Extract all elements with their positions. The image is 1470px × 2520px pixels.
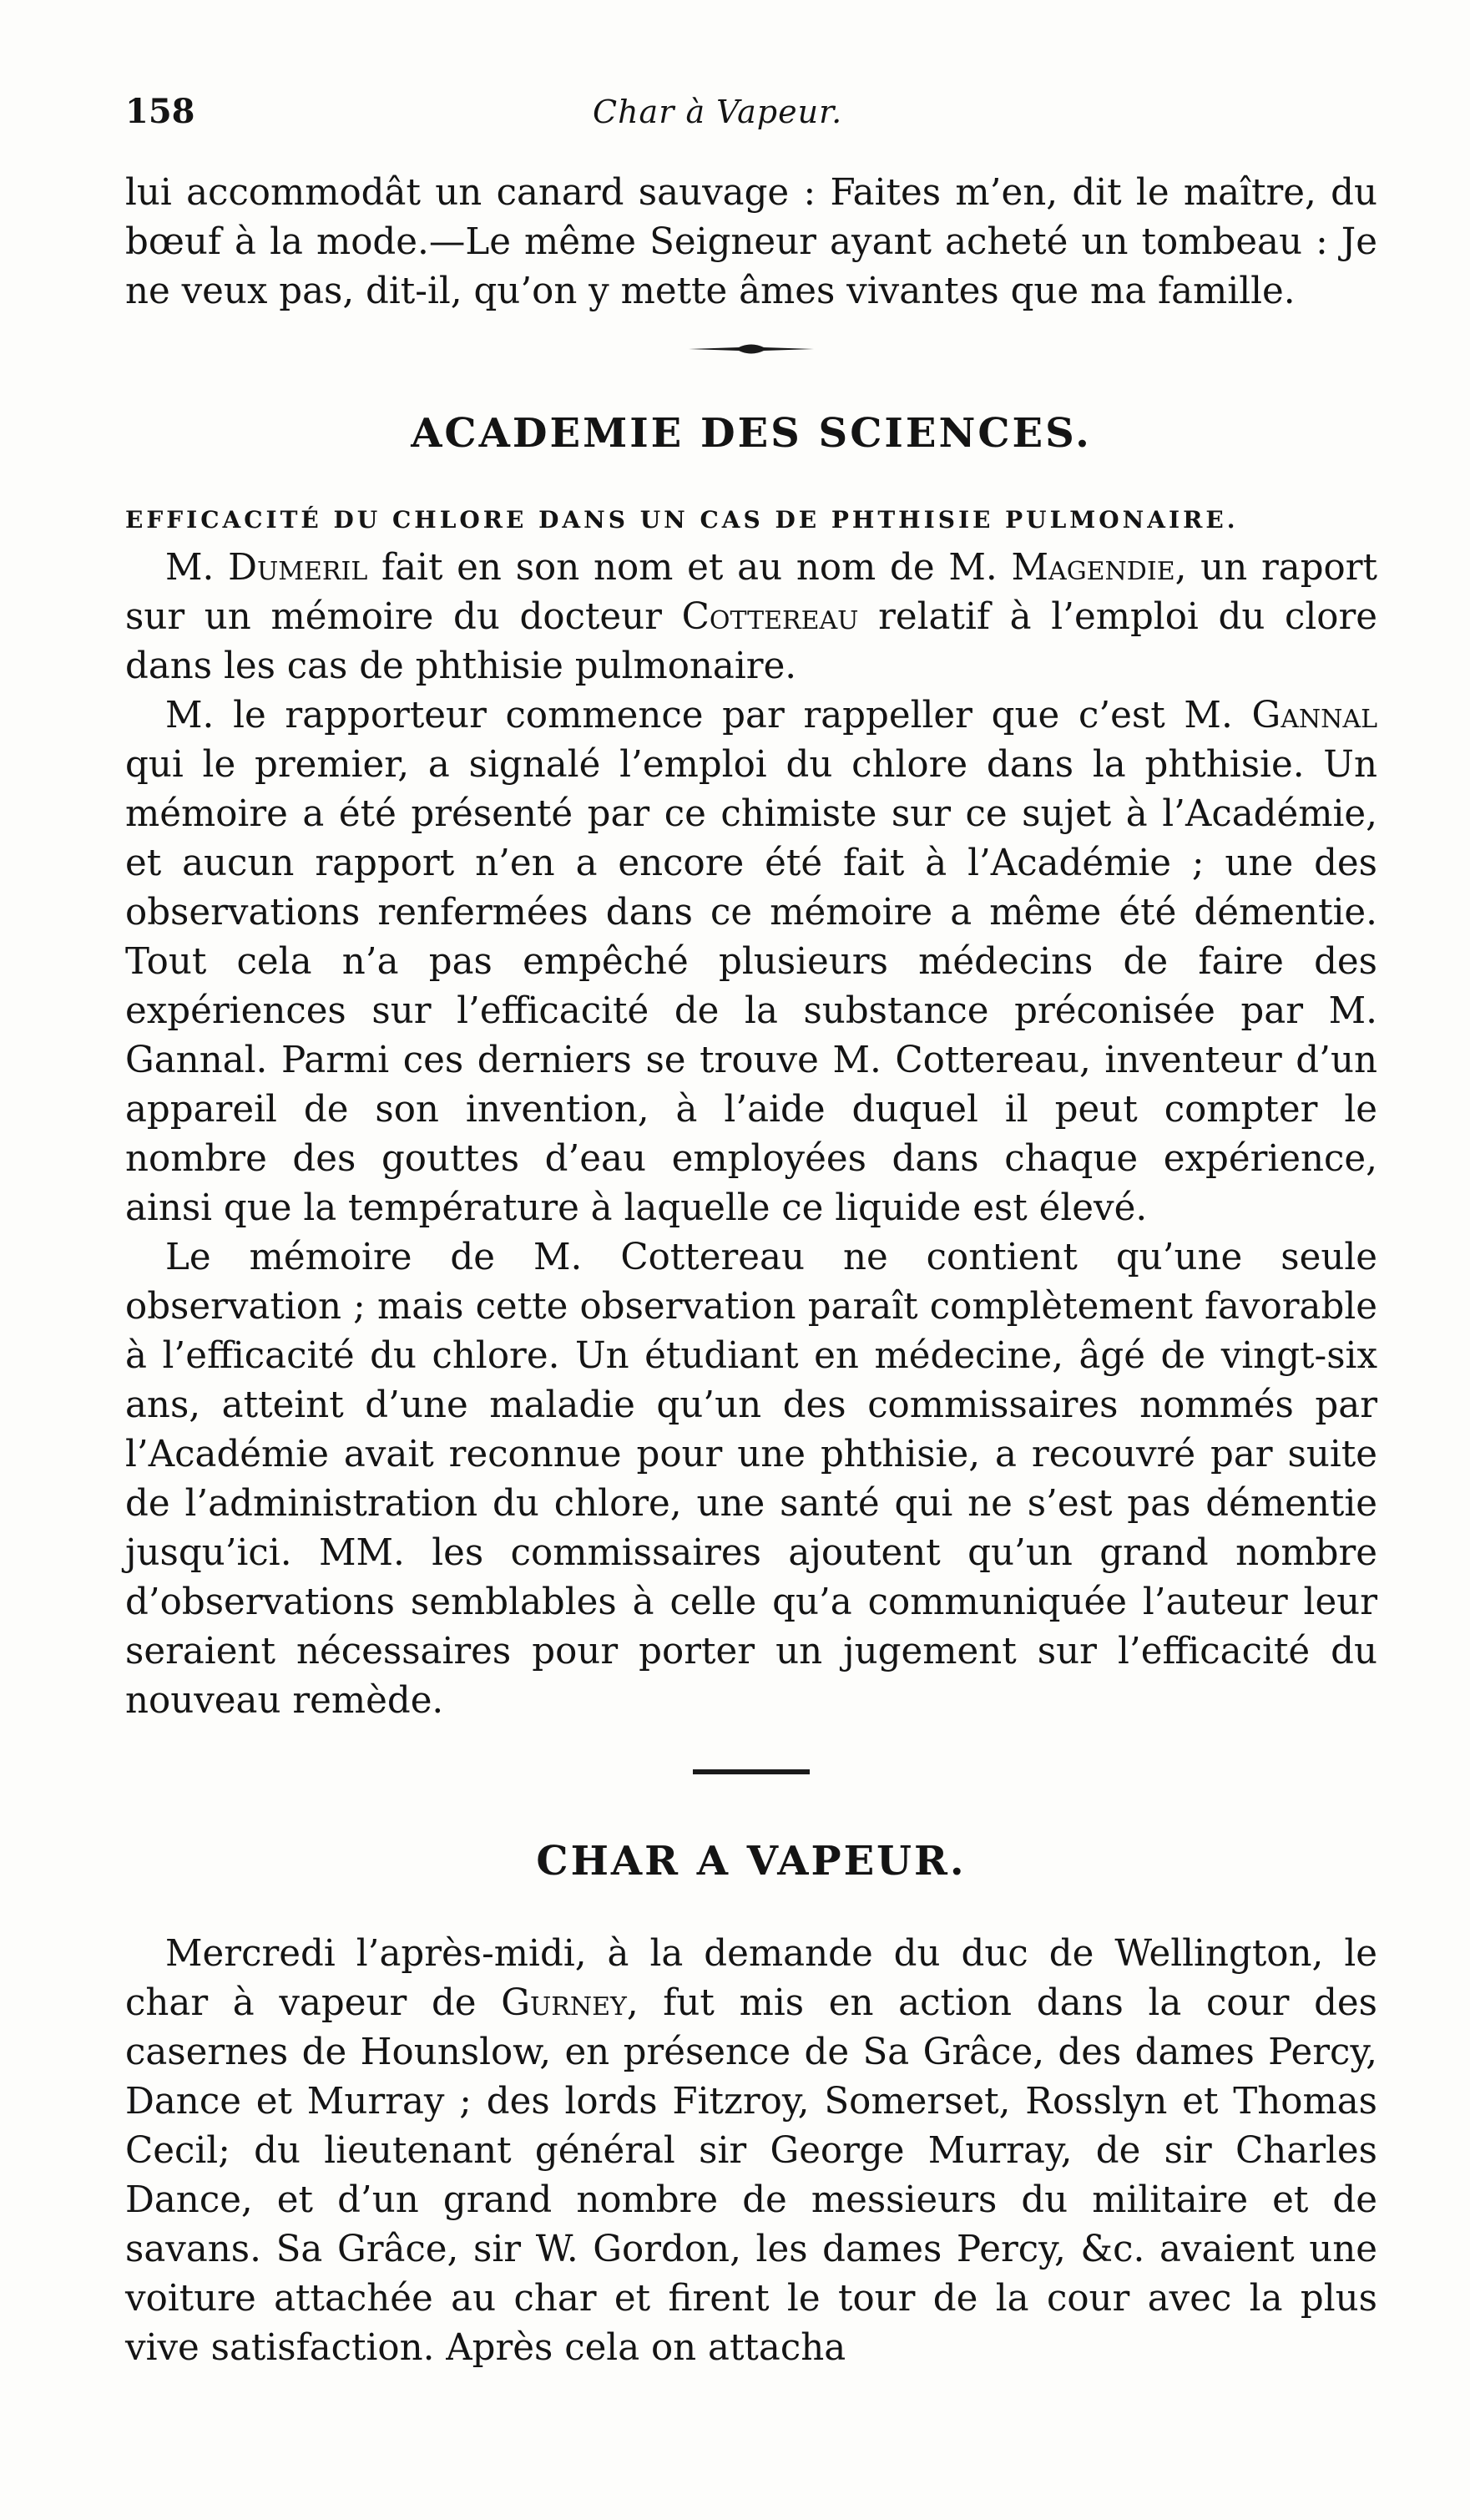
section-subheading: EFFICACITÉ DU CHLORE DANS UN CAS DE PHTHISIE PULMONAIRE. [125, 506, 1239, 534]
ornamental-rule-icon [689, 340, 814, 358]
paragraph-memoire: Le mémoire de M. Cottereau ne contient qu’une seule observation ; mais cette observation paraît complètement favorable à l’efficacité du chlore. Un étudiant en médecine, âgé de vingt-six ans, atteint d’une maladie qu’un des commissaires nommés par l’Académie avait reconnue pour une phthisie, a recouvré par suite de l’administration du chlore, une santé qui ne s’est pas démentie jusqu’ici. MM. les commissaires ajoutent qu’un grand nombre d’observations semblables à celle qu’a communiquée l’auteur leur seraient nécessaires pour porter un jugement sur l’efficacité du nouveau remède. [125, 1237, 1377, 1722]
paragraph-rapporteur: M. le rapporteur commence par rappeller que c’est M. Gannal qui le premier, a signalé l’emploi du chlore dans la phthisie. Un mémoire a été présenté par ce chimiste sur ce sujet à l’Académie, et aucun rapport n’en a encore été fait à l’Académie ; une des observations renfermées dans ce mémoire a même été démentie. Tout cela n’a pas empêché plusieurs médecins de faire des expériences sur l’efficacité de la substance préconisée par M. Gannal. Parmi ces derniers se trouve M. Cottereau, inventeur d’un appareil de son invention, à l’aide duquel il peut compter le nombre des gouttes d’eau employées dans chaque expérience, ainsi que la température à laquelle ce liquide est élevé. [125, 695, 1377, 1229]
section-heading-academie: ACADEMIE DES SCIENCES. [411, 410, 1092, 457]
author-name: Gannal [1251, 695, 1377, 736]
author-name: Dumeril [228, 547, 368, 589]
page-number: 158 [125, 92, 195, 131]
paragraph-dumeril: M. Dumeril fait en son nom et au nom de M. Magendie, un raport sur un mémoire du docteur Cottereau relatif à l’emploi du clore dans les cas de phthisie pulmonaire. [125, 547, 1377, 687]
author-name: Magendie [1011, 547, 1175, 589]
running-title: Char à Vapeur. [593, 94, 843, 130]
author-name: Gurney [501, 1982, 627, 2024]
section-divider [693, 1769, 810, 1774]
author-name: Cottereau [681, 596, 859, 638]
intro-paragraph: lui accommodât un canard sauvage : Faites m’en, dit le maître, du bœuf à la mode.—Le même Seigneur ayant acheté un tombeau : Je ne veux pas, dit-il, qu’on y mette âmes vivantes que ma famille. [125, 172, 1377, 312]
running-head [125, 92, 1377, 150]
section-heading-char-a-vapeur: CHAR A VAPEUR. [536, 1838, 967, 1885]
paragraph-mercredi: Mercredi l’après-midi, à la demande du duc de Wellington, le char à vapeur de Gurney, fut mis en action dans la cour des casernes de Hounslow, en présence de Sa Grâce, des dames Percy, Dance et Murray ; des lords Fitzroy, Somerset, Rosslyn et Thomas Cecil; du lieutenant général sir George Murray, de sir Charles Dance, et d’un grand nombre de messieurs du militaire et de savans. Sa Grâce, sir W. Gordon, les dames Percy, &c. avaient une voiture attachée au char et firent le tour de la cour avec la plus vive satisfaction. Après cela on attacha [125, 1933, 1377, 2369]
book-page [125, 92, 1377, 2373]
